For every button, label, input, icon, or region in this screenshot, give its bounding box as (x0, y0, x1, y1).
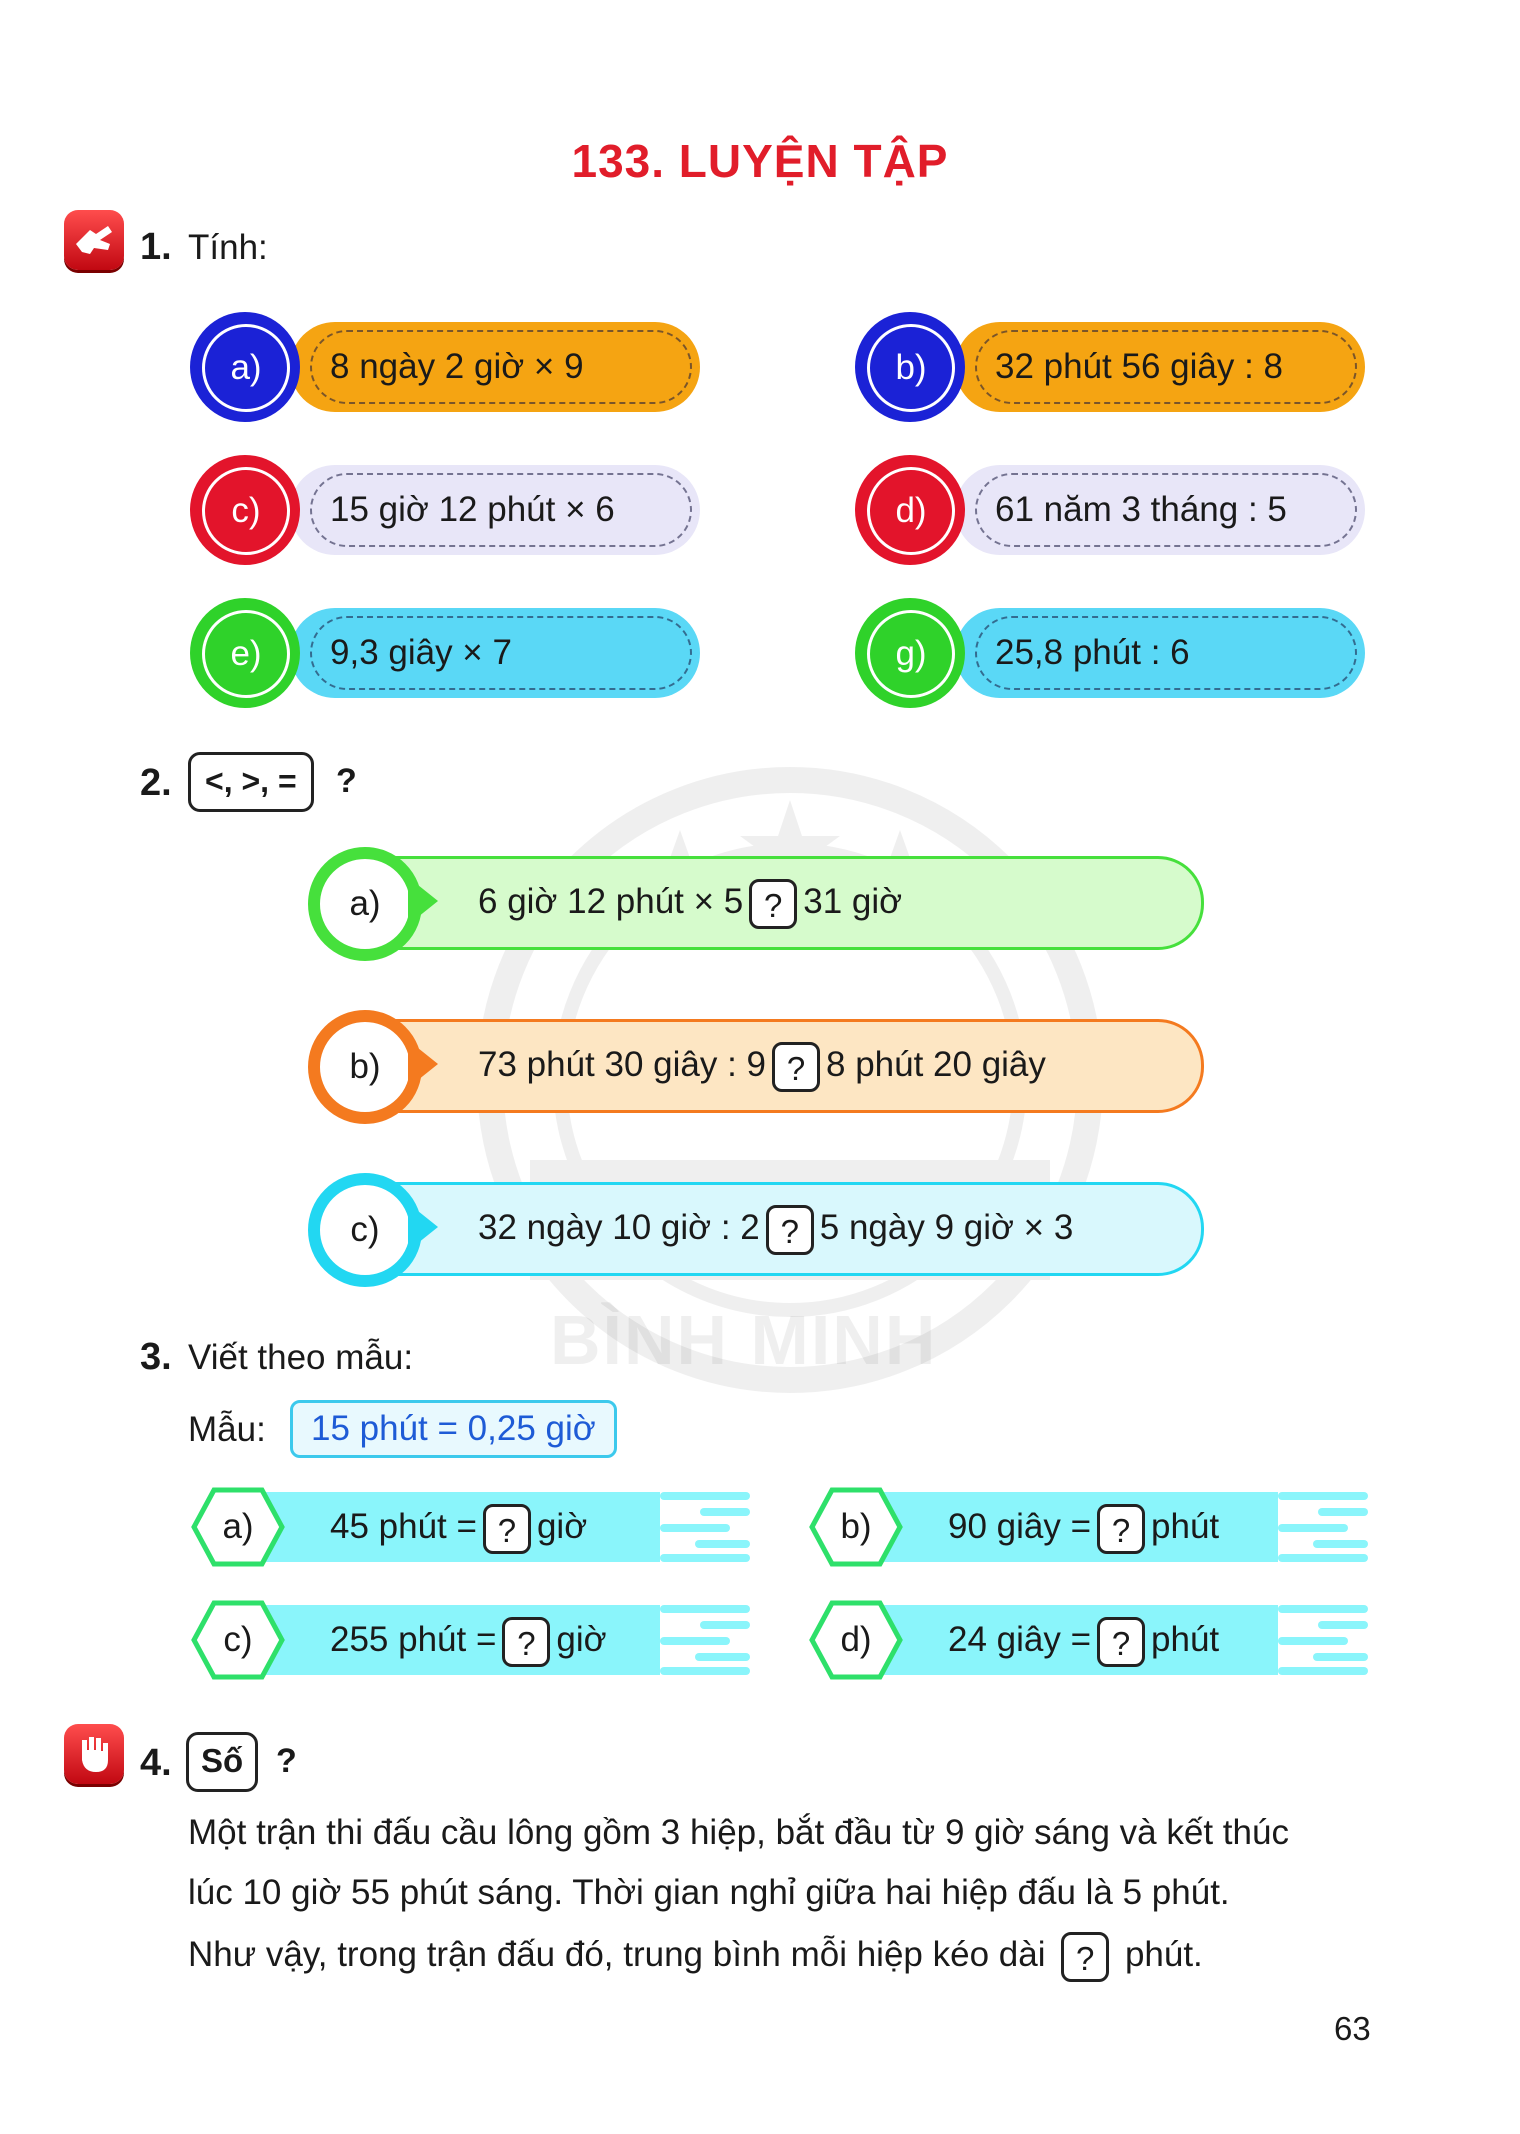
hand-pointing-icon (72, 218, 116, 262)
exercise-4-icon (64, 1724, 124, 1784)
hexagon-badge (808, 1486, 904, 1568)
speed-streak (1318, 1508, 1368, 1516)
calc-letter: g) (867, 610, 955, 698)
convert-expression (330, 1599, 607, 1681)
convert-item (808, 1599, 1388, 1681)
convert-letter: d) (840, 1620, 872, 1659)
raised-hand-icon (72, 1732, 116, 1776)
compare-answer-box[interactable]: ? (749, 879, 797, 929)
speed-streak (695, 1653, 750, 1661)
convert-letter: b) (840, 1507, 872, 1546)
compare-right: 8 phút 20 giây (826, 1045, 1046, 1084)
exercise-1-label: Tính: (188, 228, 268, 267)
convert-unit: giờ (536, 1507, 588, 1546)
convert-unit: phút (1151, 1507, 1220, 1546)
exercise-1-icon (64, 210, 124, 270)
convert-item (190, 1486, 770, 1568)
speed-streak (1278, 1637, 1348, 1645)
convert-letter: a) (222, 1507, 254, 1546)
compare-answer-box[interactable]: ? (766, 1205, 814, 1255)
convert-left: 90 giây = (948, 1507, 1092, 1546)
exercise-4-box (186, 1732, 258, 1792)
convert-answer-box[interactable]: ? (502, 1617, 550, 1667)
compare-letter: b) (308, 1010, 422, 1124)
convert-item (808, 1486, 1388, 1568)
compare-item (308, 1173, 1208, 1283)
speed-streak (1278, 1492, 1368, 1500)
convert-answer-box[interactable]: ? (483, 1504, 531, 1554)
so-label: Số (201, 1742, 244, 1779)
problem-line-3-end: phút. (1124, 1935, 1203, 1974)
calc-letter-circle (190, 598, 300, 708)
convert-expression (330, 1486, 587, 1568)
convert-answer-box[interactable]: ? (1097, 1617, 1145, 1667)
compare-left: 6 giờ 12 phút × 5 (478, 882, 744, 921)
page-title: 133. LUYỆN TẬP (571, 135, 949, 187)
exercise-2-number: 2. (140, 762, 172, 804)
convert-left: 255 phút = (330, 1620, 497, 1659)
compare-expression (478, 1010, 1046, 1120)
convert-item (190, 1599, 770, 1681)
calc-expression: 8 ngày 2 giờ × 9 (330, 347, 584, 386)
speed-streak (1278, 1605, 1368, 1613)
speed-streak (660, 1605, 750, 1613)
convert-left: 45 phút = (330, 1507, 477, 1546)
speed-streak (660, 1667, 750, 1675)
calc-item (190, 455, 710, 565)
convert-expression (948, 1486, 1219, 1568)
exercise-4-number: 4. (140, 1742, 172, 1784)
speed-streak (1313, 1540, 1368, 1548)
hexagon-badge (190, 1486, 286, 1568)
sample-label: Mẫu: (188, 1410, 266, 1449)
problem-line-1: Một trận thi đấu cầu lông gồm 3 hiệp, bắt đầu từ 9 giờ sáng và kết thúc (188, 1813, 1289, 1852)
compare-expression (478, 1173, 1073, 1283)
calc-letter: b) (867, 324, 955, 412)
calc-item (855, 598, 1375, 708)
convert-expression (948, 1599, 1219, 1681)
calc-expression: 9,3 giây × 7 (330, 633, 512, 672)
arrow-right-icon (408, 1203, 438, 1251)
calc-item (190, 312, 710, 422)
calc-item (855, 455, 1375, 565)
speed-streak (660, 1637, 730, 1645)
speed-streak (700, 1508, 750, 1516)
calc-expression: 15 giờ 12 phút × 6 (330, 490, 615, 529)
speed-streak (1278, 1554, 1368, 1562)
exercise-3-number: 3. (140, 1336, 172, 1378)
calc-expression: 32 phút 56 giây : 8 (995, 347, 1283, 386)
calc-letter: d) (867, 467, 955, 555)
calc-letter: a) (202, 324, 290, 412)
calc-letter: c) (202, 467, 290, 555)
exercise-3-label: Viết theo mẫu: (188, 1338, 414, 1377)
problem-line-3-start: Như vậy, trong trận đấu đó, trung bình mỗi hiệp kéo dài (188, 1935, 1046, 1974)
compare-letter: c) (308, 1173, 422, 1287)
compare-right: 31 giờ (803, 882, 903, 921)
convert-unit: giờ (556, 1620, 607, 1659)
exercise-2-question: ? (336, 762, 357, 800)
problem-line-2: lúc 10 giờ 55 phút sáng. Thời gian nghỉ giữa hai hiệp đấu là 5 phút. (188, 1873, 1230, 1912)
calc-letter-circle (855, 598, 965, 708)
page-number: 63 (1334, 2010, 1371, 2047)
watermark-text: BÌNH MINH (550, 1301, 938, 1379)
compare-left: 73 phút 30 giây : 9 (478, 1045, 766, 1084)
speed-streak (695, 1540, 750, 1548)
compare-item (308, 847, 1208, 957)
calc-letter-circle (855, 312, 965, 422)
speed-streak (660, 1492, 750, 1500)
speed-streak (1278, 1524, 1348, 1532)
problem-line-3 (188, 1924, 1203, 1986)
compare-letter: a) (308, 847, 422, 961)
speed-streak (1313, 1653, 1368, 1661)
exercise-1-number: 1. (140, 226, 172, 268)
hexagon-badge (808, 1599, 904, 1681)
calc-item (855, 312, 1375, 422)
calc-item (190, 598, 710, 708)
convert-answer-box[interactable]: ? (1097, 1504, 1145, 1554)
calc-letter-circle (190, 312, 300, 422)
exercise-4-question: ? (276, 1742, 297, 1780)
compare-answer-box[interactable]: ? (772, 1042, 820, 1092)
compare-right: 5 ngày 9 giờ × 3 (819, 1208, 1074, 1247)
answer-box[interactable]: ? (1061, 1932, 1109, 1982)
arrow-right-icon (408, 1040, 438, 1088)
sample-box: 15 phút = 0,25 giờ (290, 1400, 617, 1458)
calc-letter-circle (190, 455, 300, 565)
convert-left: 24 giây = (948, 1620, 1092, 1659)
arrow-right-icon (408, 877, 438, 925)
calc-letter-circle (855, 455, 965, 565)
hexagon-badge (190, 1599, 286, 1681)
speed-streak (660, 1524, 730, 1532)
convert-unit: phút (1151, 1620, 1220, 1659)
calc-expression: 25,8 phút : 6 (995, 633, 1190, 672)
convert-letter: c) (223, 1620, 253, 1659)
compare-left: 32 ngày 10 giờ : 2 (478, 1208, 760, 1247)
calc-letter: e) (202, 610, 290, 698)
exercise-2-box (188, 752, 314, 812)
calc-expression: 61 năm 3 tháng : 5 (995, 490, 1287, 529)
speed-streak (1278, 1667, 1368, 1675)
speed-streak (700, 1621, 750, 1629)
speed-streak (1318, 1621, 1368, 1629)
speed-streak (660, 1554, 750, 1562)
compare-item (308, 1010, 1208, 1120)
comparison-symbols: <, >, = (205, 763, 297, 799)
compare-expression (478, 847, 902, 957)
